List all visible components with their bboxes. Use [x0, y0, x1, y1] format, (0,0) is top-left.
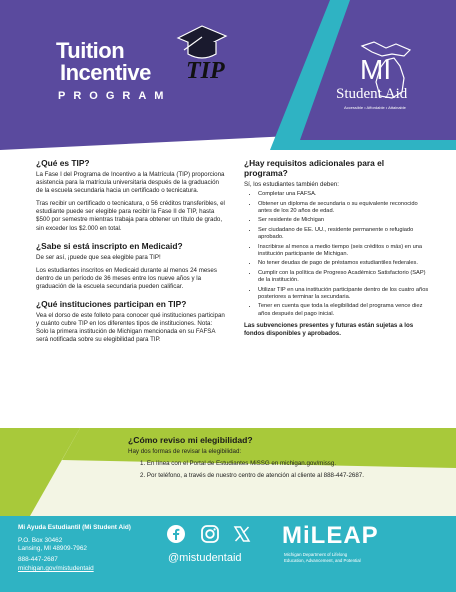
address-line-2: Lansing, MI 48909-7962 — [18, 545, 87, 552]
graduation-cap-icon — [170, 24, 230, 62]
address-line-1: P.O. Box 30462 — [18, 537, 63, 544]
website-link[interactable]: michigan.gov/mistudentaid — [18, 565, 94, 572]
header-banner — [0, 0, 456, 150]
eligibility-section — [0, 428, 456, 516]
eligibility-item-online: 1. En línea con el Portal de Estudiantes MiSSG en michigan.gov/missg. — [140, 460, 337, 467]
tip-logo — [50, 38, 240, 118]
org-name: Mi Ayuda Estudiantil (Mi Student Aid) — [18, 524, 131, 531]
list-item: • Inscribirse al menos a medio tiempo (seis créditos o más) en una institución participante de Michigan. — [258, 244, 430, 259]
instagram-icon[interactable] — [200, 524, 220, 544]
phone-number: 888-447-2687 — [18, 556, 58, 563]
section-title-what-is-tip: ¿Qué es TIP? — [36, 158, 90, 168]
paragraph: Vea el dorso de este folleto para conocer qué instituciones participan y cuánto cubre TIP en los diferentes tipos de instituciones. Nota: Solo la primera institución de Michigan mencionada en su FAFSA será notificada sobre su elegibilidad para TIP. — [36, 312, 225, 344]
section-title-medicaid: ¿Sabe si está inscripto en Medicaid? — [36, 240, 183, 251]
paragraph: Sí, los estudiantes también deben: — [244, 181, 339, 188]
list-item: • Tener en cuenta que toda la elegibilidad del programa vence diez años después del pago inicial. — [258, 303, 430, 318]
mi-logo-initials: MI — [360, 54, 392, 85]
list-item: • Ser ciudadano de EE. UU., residente permanente o refugiado aprobado. — [258, 227, 430, 242]
mi-student-aid-logo — [330, 38, 440, 118]
logo-line-tuition: Tuition — [56, 38, 125, 63]
right-column — [244, 158, 430, 343]
paragraph: Los estudiantes inscritos en Medicaid durante al menos 24 meses dentro de un período de 36 meses entre los nueve años y la graduación de la escuela secundaria pueden calificar. — [36, 266, 217, 290]
paragraph: De ser así, ¡puede que sea elegible para TIP! — [36, 253, 161, 261]
logo-program: PROGRAM — [58, 90, 172, 102]
list-item: • Obtener un diploma de secundaria o su equivalente reconocido antes de los 20 años de edad. — [258, 201, 430, 216]
facebook-icon[interactable] — [166, 524, 186, 544]
list-item: • Cumplir con la política de Progreso Académico Satisfactorio (SAP) de la institución. — [258, 270, 430, 285]
left-column — [36, 158, 226, 349]
requirements-list — [244, 191, 430, 318]
list-item: • No tener deudas de pago de préstamos estudiantiles federales. — [258, 260, 430, 267]
mi-logo-tagline: Accessible • Affordable • Attainable — [344, 105, 406, 110]
funding-note: Las subvenciones presentes y futuras están sujetas a los fondos disponibles y aprobados. — [244, 322, 414, 338]
eligibility-title: ¿Cómo reviso mi elegibilidad? — [128, 435, 253, 445]
section-title-requirements: ¿Hay requisitos adicionales para el programa? — [244, 158, 385, 178]
mileap-subtitle-1: Michigan Department of Lifelong — [284, 552, 348, 557]
mi-logo-name: Student Aid — [336, 86, 408, 102]
eligibility-item-phone: 2. Por teléfono, a través de nuestro centro de atención al cliente al 888-447-2687. — [140, 472, 364, 479]
list-item: • Completar una FAFSA. — [258, 191, 430, 198]
mileap-logo — [282, 522, 442, 582]
x-icon[interactable] — [232, 524, 252, 544]
social-handle: @mistudentaid — [168, 552, 242, 564]
paragraph: Tras recibir un certificado o tecnicatura, o 56 créditos transferibles, el estudiante puede ser elegible para recibir la Fase II de TIP, hasta $500 por semestre mientras trabaja para obtener un título de grado, sin exceder los $2.000 en total. — [36, 200, 225, 232]
list-item: • Utilizar TIP en una institución participante dentro de los cuatro años posteriores a terminar la secundaria. — [258, 287, 430, 302]
logo-tip: TIP — [186, 58, 225, 84]
paragraph: La Fase I del Programa de Incentivo a la Matrícula (TIP) proporciona asistencia para la matrícula universitaria después de la graduación de la escuela secundaria hacia un certificado o tecnicatura. — [36, 171, 225, 195]
list-item: • Ser residente de Michigan — [258, 217, 430, 224]
section-title-institutions: ¿Qué instituciones participan en TIP? — [36, 299, 187, 310]
eligibility-intro: Hay dos formas de revisar la elegibilidad: — [128, 448, 242, 455]
footer — [0, 516, 456, 592]
mileap-subtitle-2: Education, Advancement, and Potential — [284, 558, 361, 563]
logo-line-incentive: Incentive — [60, 60, 151, 85]
mileap-wordmark: MiLEAP — [282, 522, 379, 549]
